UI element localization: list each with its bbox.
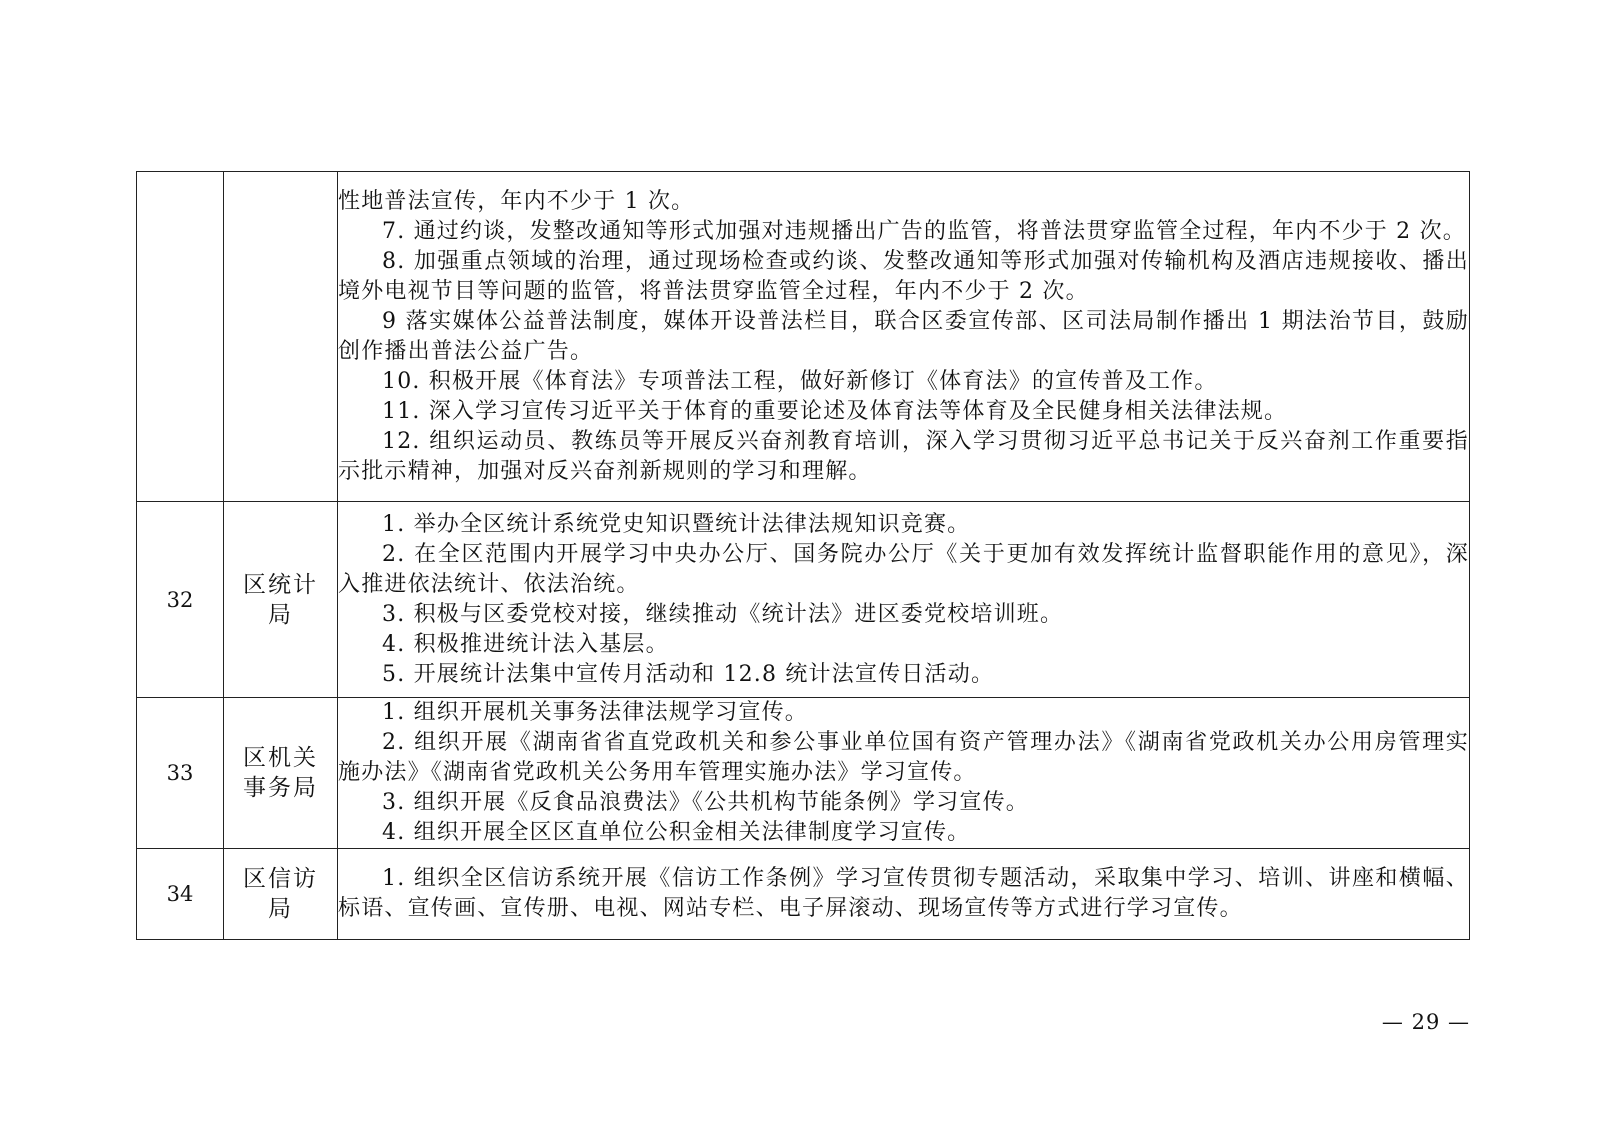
content-paragraph: 7. 通过约谈，发整改通知等形式加强对违规播出广告的监管，将普法贯穿监管全过程，年内不少于 2 次。	[382, 218, 1466, 244]
content-paragraph: 1. 举办全区统计系统党史知识暨统计法律法规知识竞赛。	[382, 511, 971, 537]
row-number-cell: 34	[137, 849, 224, 940]
row-number-cell	[137, 172, 224, 502]
unit-name: 区统计局	[243, 571, 318, 628]
content-paragraph: 8. 加强重点领域的治理，通过现场检查或约谈、发整改通知等形式加强对传输机构及酒店违规接收、播出境外电视节目等问题的监管，将普法贯穿监管全过程，年内不少于 2 次。	[338, 248, 1469, 304]
law-promotion-table	[136, 171, 1470, 940]
row-number-cell: 33	[137, 698, 224, 849]
table-row	[137, 172, 1470, 502]
content-paragraph: 10. 积极开展《体育法》专项普法工程，做好新修订《体育法》的宣传普及工作。	[382, 368, 1218, 394]
content-paragraph: 4. 组织开展全区区直单位公积金相关法律制度学习宣传。	[382, 820, 971, 845]
content-paragraph: 2. 在全区范围内开展学习中央办公厅、国务院办公厅《关于更加有效发挥统计监督职能作用的意见》，深入推进依法统计、依法治统。	[338, 541, 1469, 597]
content-paragraph: 9 落实媒体公益普法制度，媒体开设普法栏目，联合区委宣传部、区司法局制作播出 1 期法治节目，鼓励创作播出普法公益广告。	[338, 308, 1469, 364]
content-cell	[338, 698, 1470, 849]
unit-name: 区机关事务局	[243, 745, 318, 801]
row-number-cell: 32	[137, 502, 224, 698]
content-paragraph: 1. 组织全区信访系统开展《信访工作条例》学习宣传贯彻专题活动，采取集中学习、培训、讲座和横幅、标语、宣传画、宣传册、电视、网站专栏、电子屏滚动、现场宣传等方式进行学习宣传。	[338, 866, 1469, 921]
unit-cell	[224, 172, 338, 502]
table-row	[137, 849, 1470, 940]
content-cell	[338, 172, 1470, 502]
content-cell	[338, 502, 1470, 698]
content-paragraph: 3. 积极与区委党校对接，继续推动《统计法》进区委党校培训班。	[382, 601, 1064, 627]
content-paragraph: 2. 组织开展《湖南省省直党政机关和参公事业单位国有资产管理办法》《湖南省党政机关办公用房管理实施办法》《湖南省党政机关公务用车管理实施办法》学习宣传。	[338, 730, 1469, 785]
page-number: — 29 —	[1381, 1010, 1470, 1034]
table-row	[137, 502, 1470, 698]
content-paragraph: 4. 积极推进统计法入基层。	[382, 631, 669, 657]
content-paragraph: 12. 组织运动员、教练员等开展反兴奋剂教育培训，深入学习贯彻习近平总书记关于反兴奋剂工作重要指示批示精神，加强对反兴奋剂新规则的学习和理解。	[338, 428, 1469, 484]
content-paragraph: 5. 开展统计法集中宣传月活动和 12.8 统计法宣传日活动。	[382, 661, 995, 687]
unit-name: 区信访局	[243, 866, 318, 922]
content-paragraph: 性地普法宣传，年内不少于 1 次。	[338, 188, 695, 214]
unit-cell	[224, 698, 338, 849]
table-row	[137, 698, 1470, 849]
unit-cell	[224, 849, 338, 940]
content-paragraph: 3. 组织开展《反食品浪费法》《公共机构节能条例》学习宣传。	[382, 790, 1029, 815]
unit-cell	[224, 502, 338, 698]
content-paragraph: 11. 深入学习宣传习近平关于体育的重要论述及体育法等体育及全民健身相关法律法规。	[382, 398, 1288, 424]
content-cell	[338, 849, 1470, 940]
content-paragraph: 1. 组织开展机关事务法律法规学习宣传。	[382, 700, 808, 725]
